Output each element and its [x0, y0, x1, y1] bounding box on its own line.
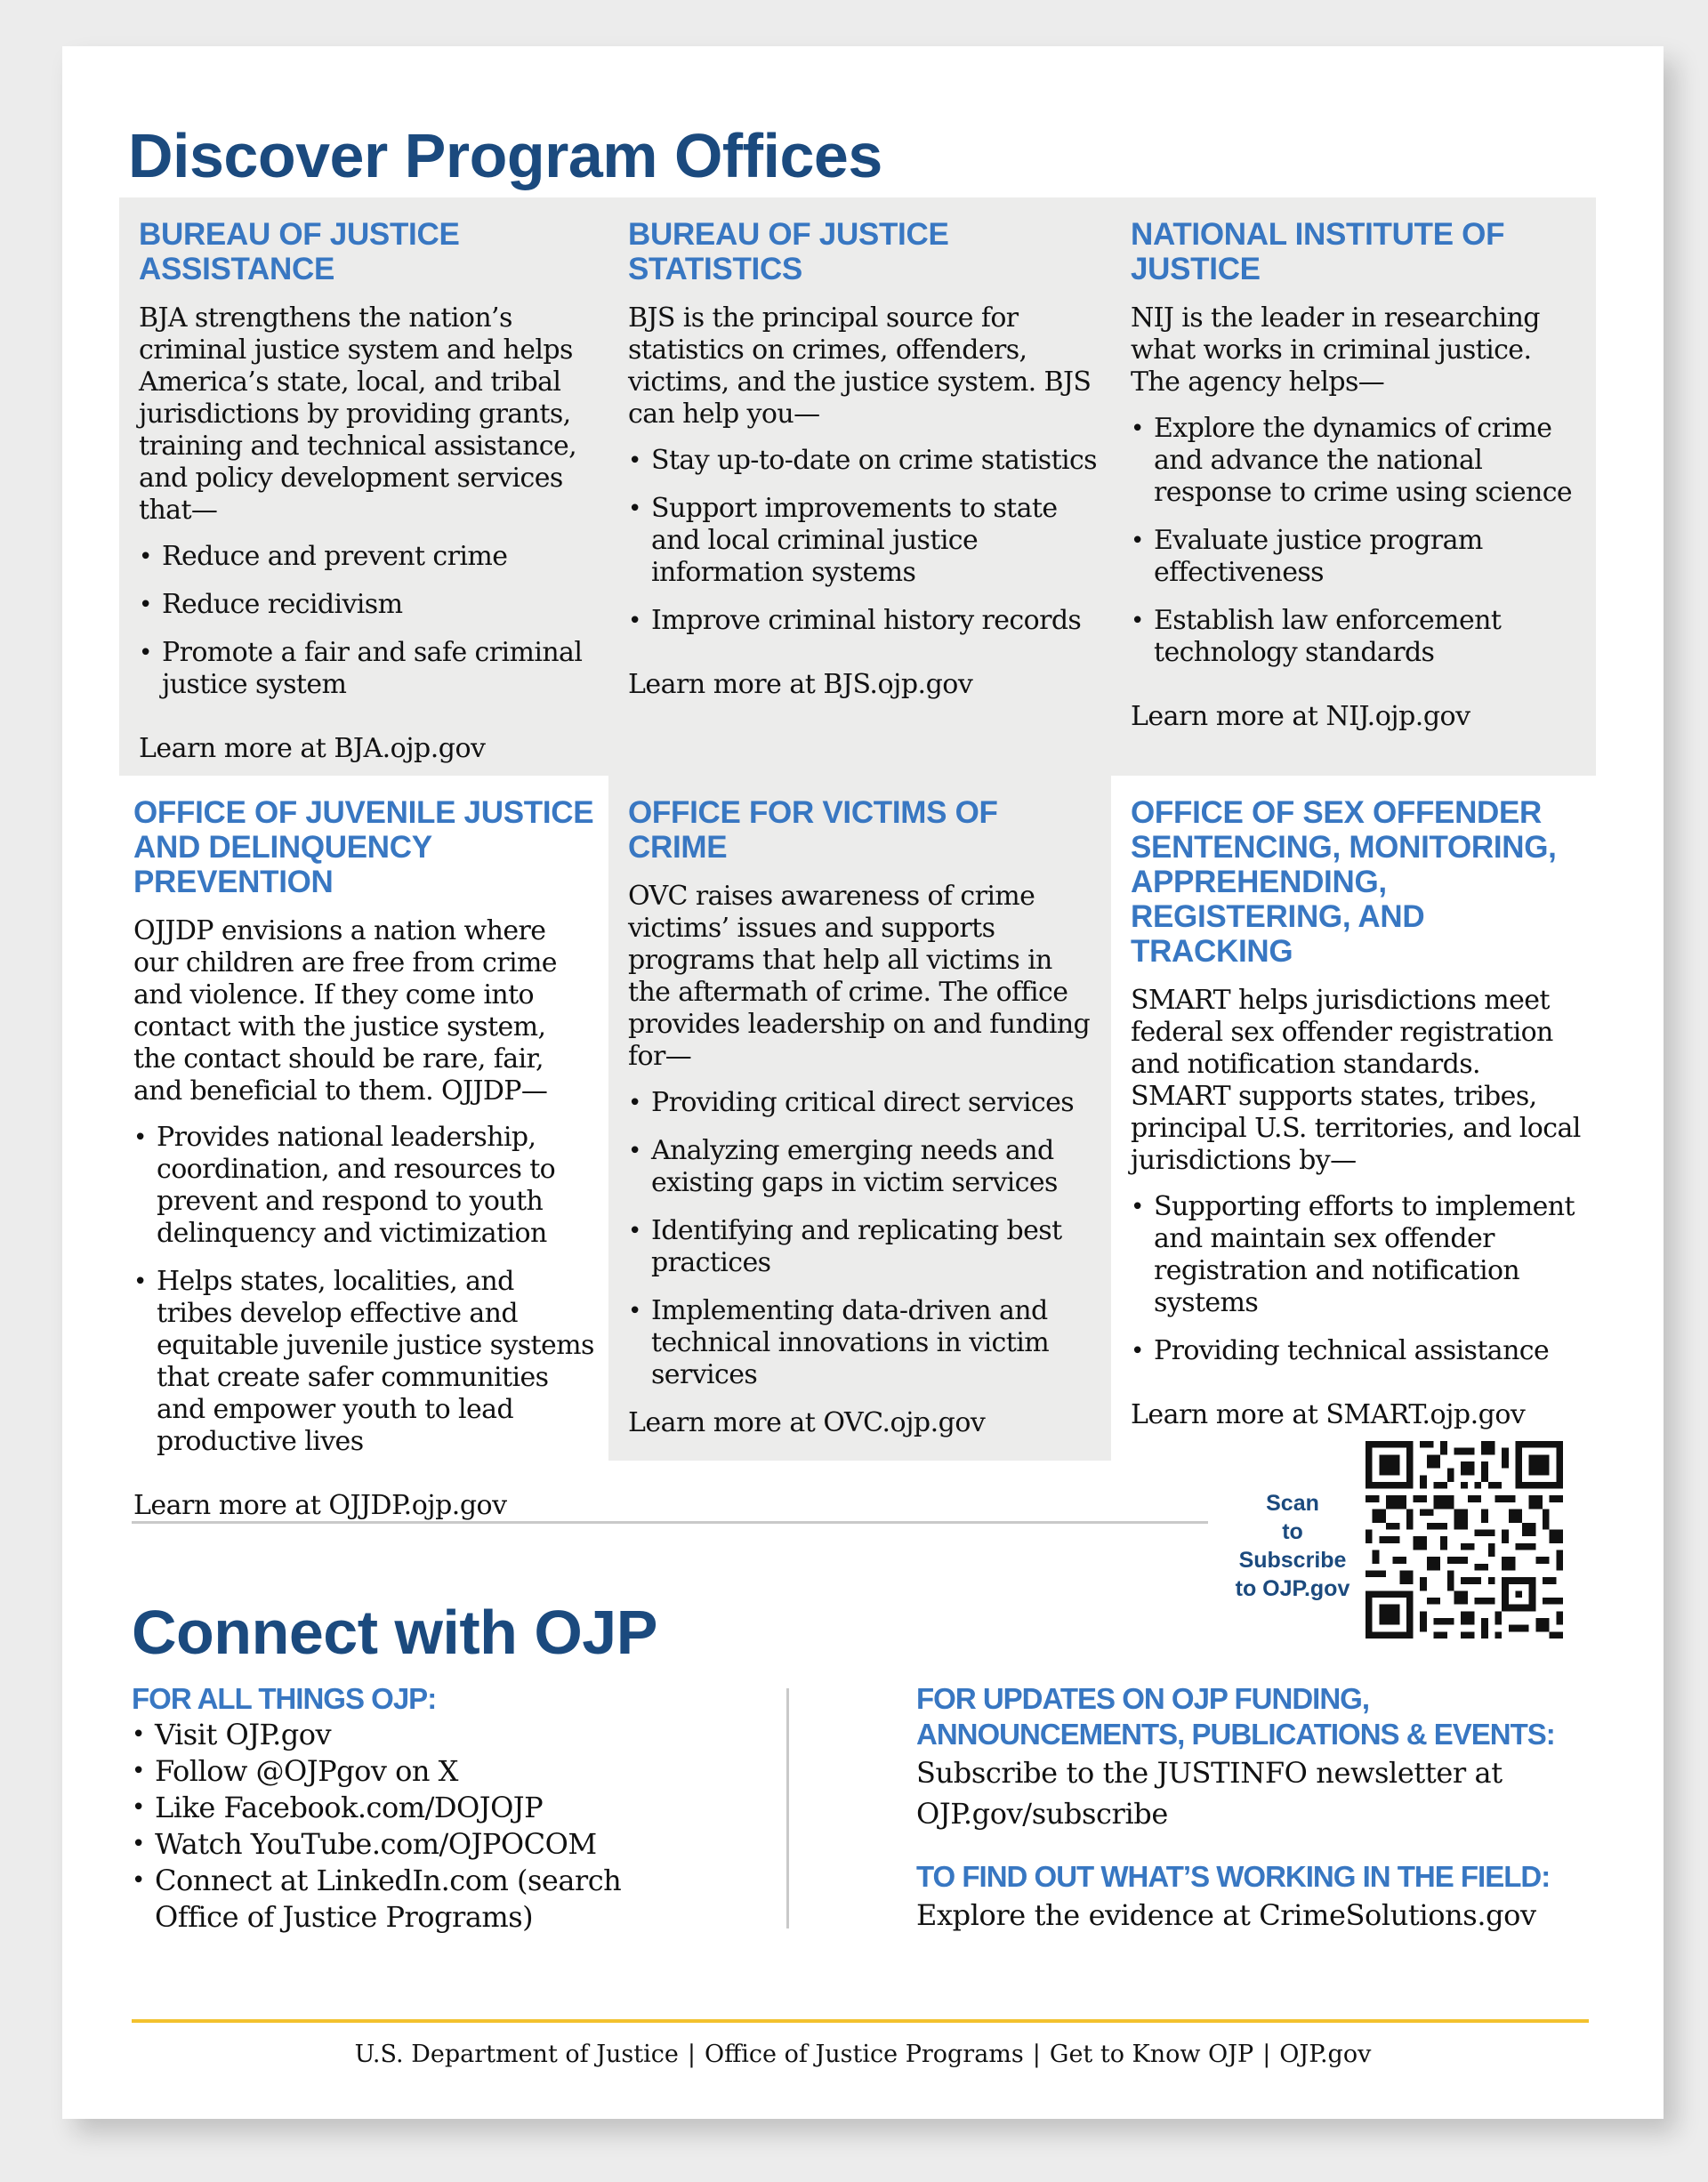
list-item: • Reduce recidivism — [139, 589, 594, 621]
learn-more-link[interactable]: Learn more at BJA.ojp.gov — [139, 733, 486, 764]
connect-left-column — [132, 1681, 808, 1936]
field-heading: TO FIND OUT WHAT’S WORKING IN THE FIELD: — [916, 1860, 1551, 1893]
list-item: • Providing technical assistance — [1131, 1335, 1582, 1367]
all-things-heading: FOR ALL THINGS OJP: — [132, 1682, 437, 1715]
office-title: BUREAU OF JUSTICE STATISTICS — [628, 217, 949, 286]
office-bullet-list — [628, 445, 1097, 637]
list-item: • Stay up-to-date on crime statistics — [628, 445, 1097, 477]
office-bullet-list — [133, 1122, 594, 1458]
list-item: • Improve criminal history records — [628, 605, 1097, 637]
office-description: NIJ is the leader in researching what works in criminal justice. The agency helps— — [1131, 302, 1540, 398]
office-bullet-list — [1131, 1191, 1582, 1367]
office-card-ovc — [608, 776, 1111, 1461]
list-item: • Establish law enforcement technology standards — [1131, 605, 1582, 669]
office-description: BJA strengthens the nation’s criminal justice system and helps America’s state, local, and tribal jurisdictions by providing grants, training and technical assistance, and policy development services that— — [139, 302, 577, 526]
link-linkedin[interactable]: • Connect at LinkedIn.com (search Office of Justice Programs) — [132, 1863, 689, 1936]
link-youtube[interactable]: • Watch YouTube.com/OJPOCOM — [132, 1826, 808, 1863]
office-card-nij — [1111, 197, 1596, 776]
connect-title: Connect with OJP — [132, 1598, 657, 1667]
list-item: • Implementing data-driven and technical innovations in victim services — [628, 1295, 1097, 1391]
list-item: • Provides national leadership, coordination, and resources to prevent and respond to youth delinquency and victimization — [133, 1122, 594, 1250]
list-item: • Providing critical direct services — [628, 1087, 1097, 1119]
office-card-ojjdp — [119, 776, 608, 1521]
learn-more-link[interactable]: Learn more at SMART.ojp.gov — [1131, 1399, 1526, 1430]
qr-code-icon[interactable] — [1366, 1441, 1563, 1639]
list-item: • Identifying and replicating best practices — [628, 1215, 1097, 1279]
list-item: • Promote a fair and safe criminal justice system — [139, 637, 594, 701]
office-description: OJJDP envisions a nation where our children are free from crime and violence. If they come into contact with the justice system, the contact should be rare, fair, and beneficial to them. OJJDP— — [133, 915, 557, 1107]
list-item: • Evaluate justice program effectiveness — [1131, 525, 1582, 589]
learn-more-link[interactable]: Learn more at NIJ.ojp.gov — [1131, 701, 1470, 732]
qr-label-line: Scan — [1266, 1491, 1319, 1516]
list-item: • Helps states, localities, and tribes develop effective and equitable juvenile justice systems that create safer communities and empower youth to lead productive lives — [133, 1266, 594, 1458]
link-visit-ojp[interactable]: • Visit OJP.gov — [132, 1717, 808, 1753]
office-card-bjs — [608, 197, 1111, 776]
office-title: OFFICE OF JUVENILE JUSTICE AND DELINQUENCY PREVENTION — [133, 795, 594, 899]
office-description: BJS is the principal source for statistics on crimes, offenders, victims, and the justice system. BJS can help you— — [628, 302, 1092, 430]
office-description: OVC raises awareness of crime victims’ issues and supports programs that help all victims in the aftermath of crime. The office provides leadership on and funding for— — [628, 881, 1091, 1072]
updates-heading: FOR UPDATES ON OJP FUNDING, ANNOUNCEMENTS, PUBLICATIONS & EVENTS: — [916, 1682, 1555, 1751]
list-item: • Supporting efforts to implement and maintain sex offender registration and notification systems — [1131, 1191, 1582, 1319]
office-title: BUREAU OF JUSTICE ASSISTANCE — [139, 217, 460, 286]
qr-label-line: to Subscribe — [1238, 1519, 1347, 1573]
office-title: NATIONAL INSTITUTE OF JUSTICE — [1131, 217, 1505, 286]
learn-more-link[interactable]: Learn more at BJS.ojp.gov — [628, 669, 973, 700]
page-title: Discover Program Offices — [128, 121, 882, 190]
qr-label — [1235, 1489, 1350, 1603]
footer: U.S. Department of Justice | Office of Justice Programs | Get to Know OJP | OJP.gov — [354, 2041, 1372, 2068]
list-item: • Reduce and prevent crime — [139, 541, 594, 573]
program-offices-grid — [119, 197, 1596, 1521]
connect-right-column — [916, 1681, 1592, 1936]
footer-item[interactable]: OJP.gov — [1279, 2041, 1372, 2068]
list-item: • Analyzing emerging needs and existing gaps in victim services — [628, 1135, 1097, 1199]
office-description: SMART helps jurisdictions meet federal sex offender registration and notification standards. SMART supports states, tribes, principal U.S. territories, and local jurisdictions by— — [1131, 985, 1581, 1176]
column-divider — [786, 1688, 789, 1928]
link-follow-x[interactable]: • Follow @OJPgov on X — [132, 1753, 808, 1790]
flyer-page — [62, 46, 1664, 2119]
office-card-smart — [1111, 776, 1596, 1461]
qr-label-line: to OJP.gov — [1235, 1576, 1350, 1601]
updates-text[interactable]: Subscribe to the JUSTINFO newsletter at OJP.gov/subscribe — [916, 1756, 1503, 1831]
field-text[interactable]: Explore the evidence at CrimeSolutions.gov — [916, 1898, 1536, 1932]
learn-more-link[interactable]: Learn more at OVC.ojp.gov — [628, 1407, 986, 1438]
footer-item: Office of Justice Programs — [704, 2041, 1024, 2068]
section-divider — [132, 1521, 1208, 1524]
link-facebook[interactable]: • Like Facebook.com/DOJOJP — [132, 1790, 808, 1826]
office-bullet-list — [628, 1087, 1097, 1391]
list-item: • Explore the dynamics of crime and advance the national response to crime using science — [1131, 413, 1582, 509]
footer-item: Get to Know OJP — [1049, 2041, 1254, 2068]
office-bullet-list — [1131, 413, 1582, 669]
learn-more-link[interactable]: Learn more at OJJDP.ojp.gov — [133, 1490, 507, 1521]
office-title: OFFICE FOR VICTIMS OF CRIME — [628, 795, 998, 865]
office-card-bja — [119, 197, 608, 776]
connect-links-list — [132, 1717, 808, 1936]
footer-rule — [132, 2019, 1589, 2023]
office-bullet-list — [139, 541, 594, 701]
office-title: OFFICE OF SEX OFFENDER SENTENCING, MONITORING, APPREHENDING, REGISTERING, AND TRACKING — [1131, 795, 1557, 969]
footer-item: U.S. Department of Justice — [354, 2041, 679, 2068]
list-item: • Support improvements to state and local criminal justice information systems — [628, 493, 1097, 589]
